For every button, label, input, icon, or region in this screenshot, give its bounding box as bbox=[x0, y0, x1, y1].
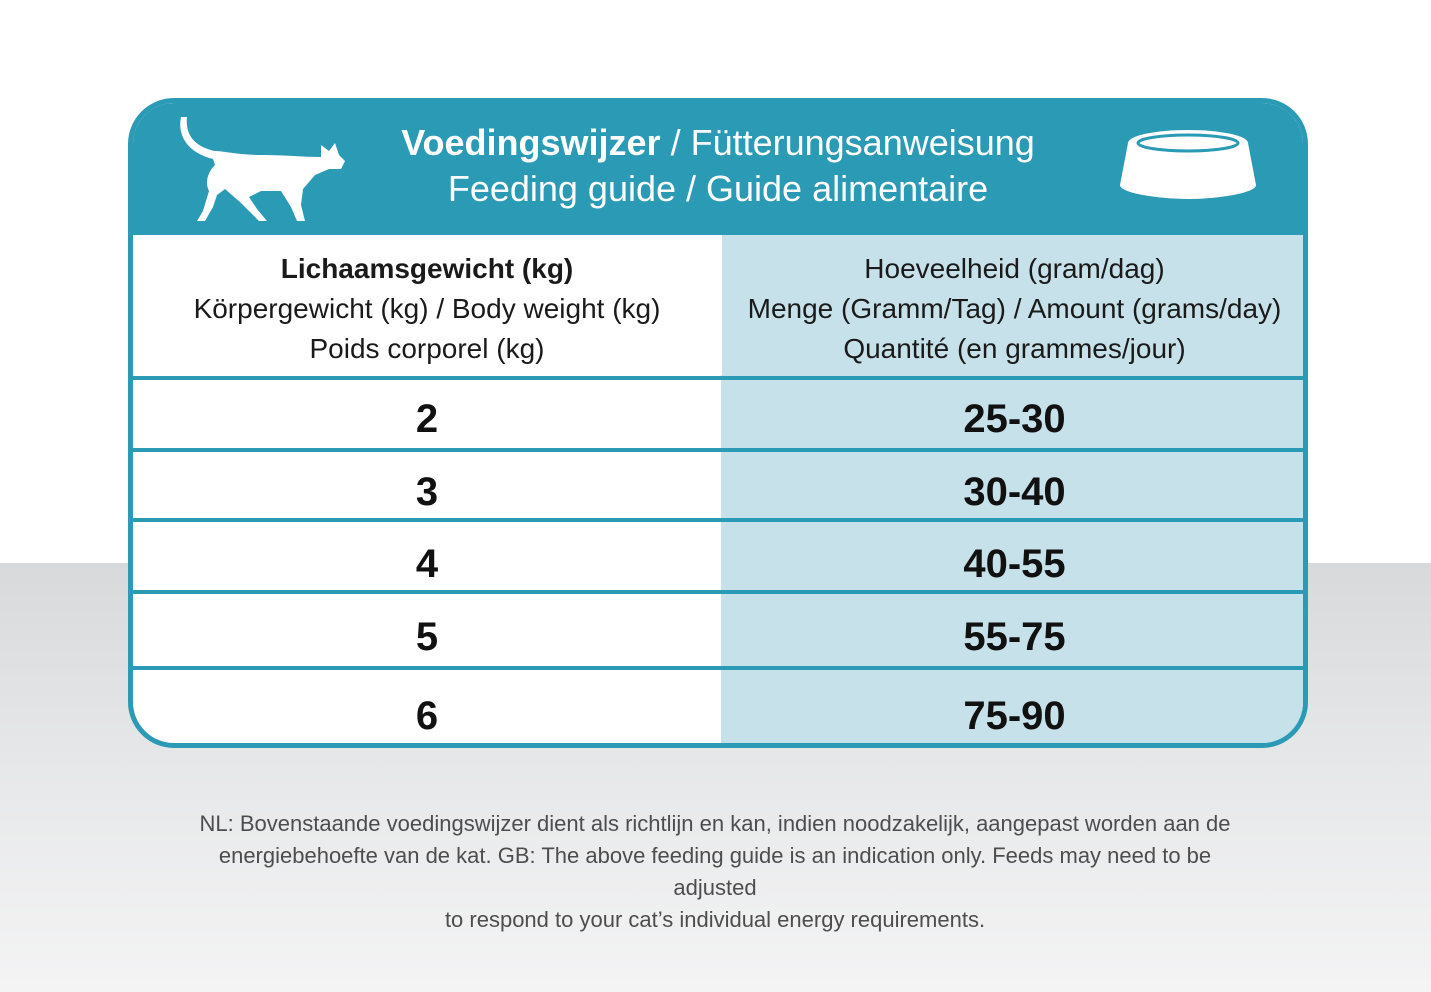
header-amount-line-3: Quantité (en grammes/jour) bbox=[843, 333, 1186, 364]
header-amount bbox=[721, 249, 1308, 369]
weight-cell: 4 bbox=[415, 542, 439, 586]
bowl-icon bbox=[1118, 127, 1258, 203]
header-amount-line-2: Menge (Gramm/Tag) / Amount (grams/day) bbox=[747, 293, 1282, 324]
footer-note bbox=[180, 808, 1250, 936]
amount-cell: 75-90 bbox=[963, 694, 1066, 738]
row-divider bbox=[133, 666, 1303, 670]
footer-line-1: NL: Bovenstaande voedingswijzer dient als richtlijn en kan, indien noodzakelijk, aangepast worden aan de bbox=[199, 811, 1231, 836]
header-weight-line-3: Poids corporel (kg) bbox=[309, 333, 545, 364]
row-divider bbox=[133, 448, 1303, 452]
card-header bbox=[133, 103, 1303, 235]
footer-line-3: to respond to your cat’s individual energy requirements. bbox=[444, 907, 986, 932]
weight-cell: 6 bbox=[415, 694, 439, 738]
weight-cell: 5 bbox=[415, 615, 439, 659]
footer-line-2: energiebehoefte van de kat. GB: The above feeding guide is an indication only. Feeds may need to be adjusted bbox=[218, 843, 1212, 900]
row-divider bbox=[133, 518, 1303, 522]
amount-cell: 30-40 bbox=[963, 470, 1066, 514]
title-line-2: Feeding guide / Guide alimentaire bbox=[447, 168, 989, 209]
amount-cell: 40-55 bbox=[963, 542, 1066, 586]
header-weight-line-2: Körpergewicht (kg) / Body weight (kg) bbox=[193, 293, 661, 324]
amount-cell: 25-30 bbox=[963, 397, 1066, 441]
row-divider bbox=[133, 376, 1303, 380]
header-weight-line-1: Lichaamsgewicht (kg) bbox=[280, 253, 574, 284]
title-separator: / bbox=[660, 122, 691, 163]
header-amount-line-1: Hoeveelheid (gram/dag) bbox=[864, 253, 1165, 284]
title-nl: Voedingswijzer bbox=[401, 122, 661, 163]
feeding-guide-card bbox=[128, 98, 1308, 748]
weight-cell: 2 bbox=[415, 397, 439, 441]
header-weight bbox=[133, 249, 721, 369]
weight-cell: 3 bbox=[415, 470, 439, 514]
amount-cell: 55-75 bbox=[963, 615, 1066, 659]
title-de: Fütterungsanweisung bbox=[690, 122, 1035, 163]
row-divider bbox=[133, 590, 1303, 594]
